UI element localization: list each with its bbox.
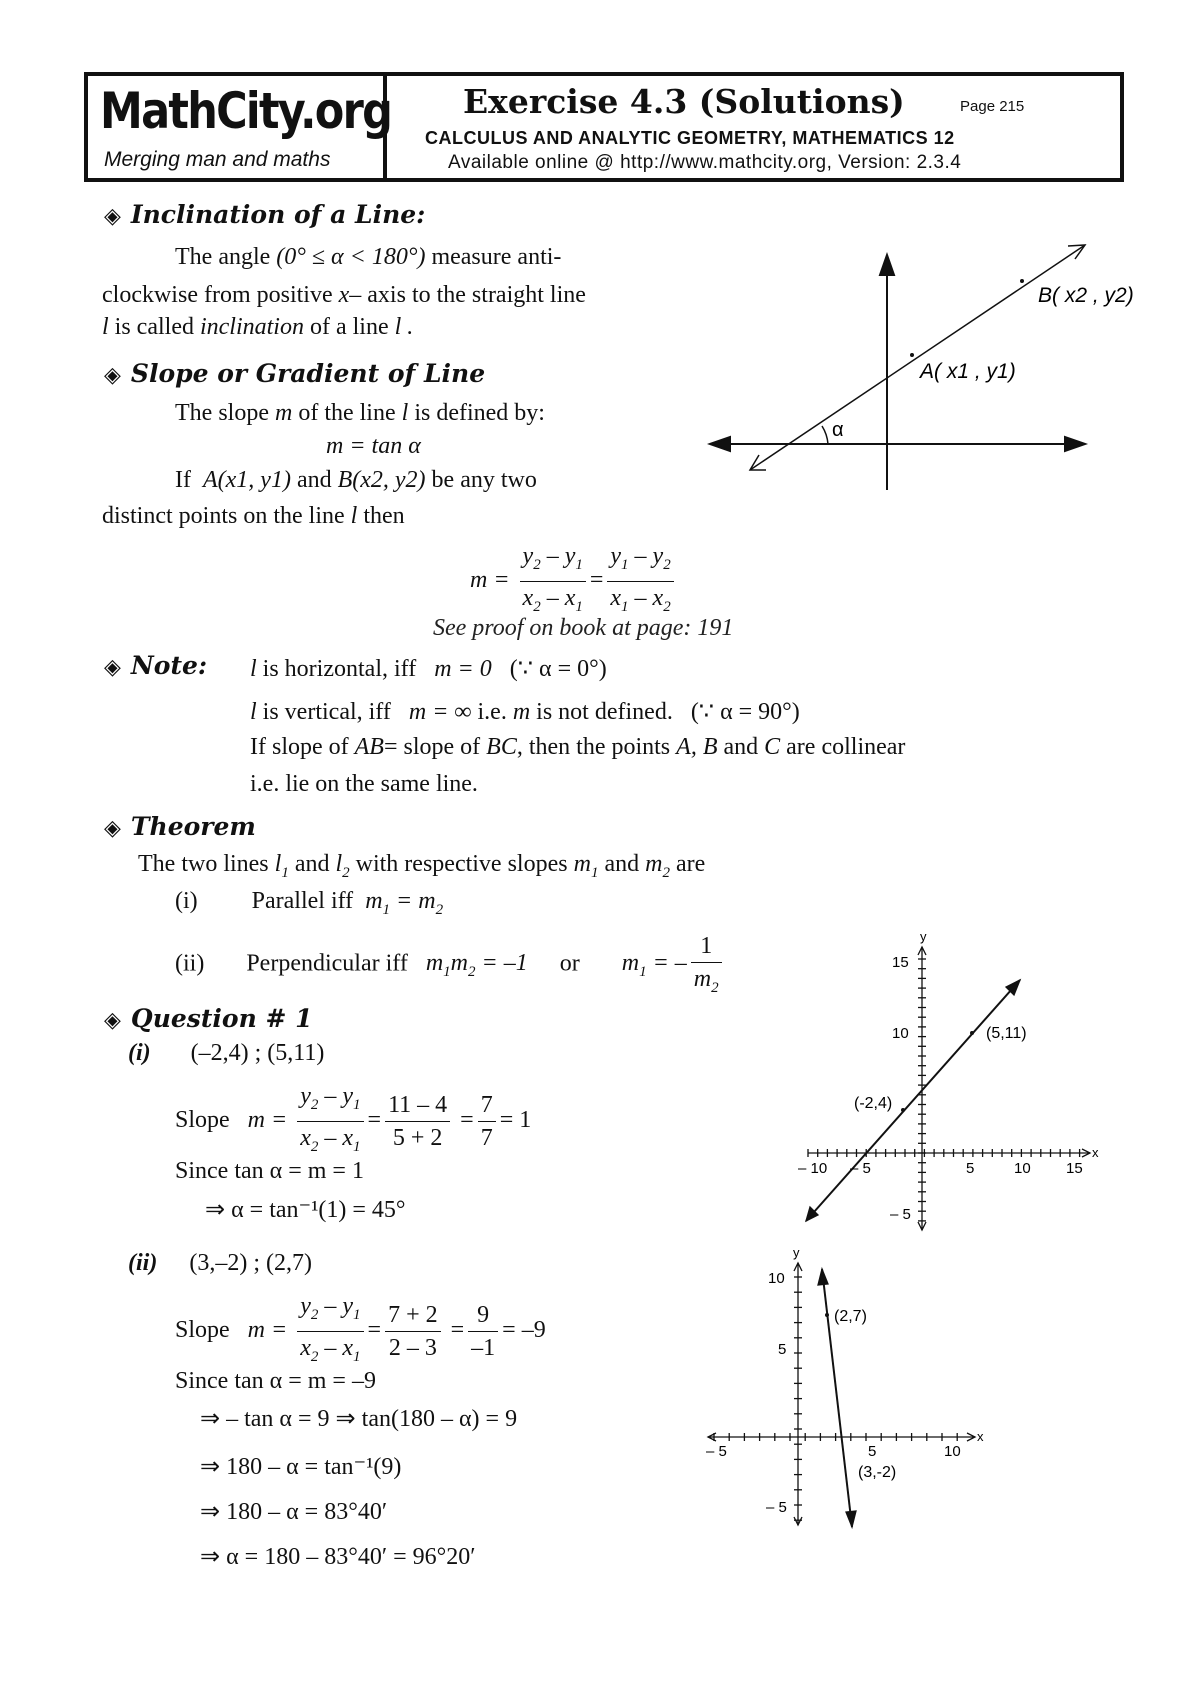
y-label: y [793, 1245, 800, 1260]
text: is called [114, 314, 194, 340]
math: m [512, 699, 531, 725]
math: l [250, 699, 257, 725]
section-inclination-heading [104, 200, 425, 229]
math: (∵ α = 90°) [690, 699, 800, 725]
tick-label: 10 [1014, 1160, 1031, 1177]
denominator: 5 + 2 [392, 1124, 443, 1151]
text: of the line [298, 400, 396, 426]
math: l [102, 314, 109, 340]
slope-line-1 [175, 400, 545, 427]
numerator: 7 [478, 1089, 496, 1122]
text: are [675, 851, 706, 877]
angle-arc [822, 426, 828, 444]
question-part-i-header [128, 1040, 324, 1067]
part-number: (i) [128, 1040, 151, 1066]
text: If [175, 467, 191, 493]
text: is vertical, iff [262, 699, 391, 725]
math: (0° ≤ α < 180°) [276, 244, 426, 270]
math: x [338, 282, 350, 308]
section-title: Note: [130, 651, 208, 680]
text: The slope [175, 400, 269, 426]
denominator: 2 – 3 [388, 1334, 437, 1361]
text: Slope [175, 1106, 230, 1133]
section-title: Inclination of a Line: [130, 200, 426, 229]
text: – axis to the straight line [349, 282, 586, 308]
page-title: Exercise 4.3 (Solutions) [463, 82, 905, 121]
question-part-ii-step-4: ⇒ α = 180 – 83°40′ = 96°20′ [200, 1544, 476, 1570]
question-part-ii-step-2: ⇒ 180 – α = tan⁻¹(9) [200, 1454, 402, 1480]
math: l [401, 400, 409, 426]
text: of a line [309, 314, 389, 340]
part-number: (ii) [128, 1250, 158, 1276]
result: = 1 [499, 1106, 532, 1133]
section-slope-heading [104, 359, 485, 388]
text: distinct points on the line [102, 503, 345, 529]
list-number: (i) [175, 888, 198, 914]
math: m = 0 [434, 656, 492, 682]
text: and [296, 467, 332, 493]
denominator: 7 [480, 1124, 493, 1151]
tick-label: 5 [778, 1341, 787, 1358]
section-note-heading [104, 651, 207, 680]
tick-label: 10 [892, 1025, 909, 1042]
tick-label: – 5 [766, 1499, 787, 1516]
note-line-3 [250, 734, 905, 761]
proof-reference: See proof on book at page: 191 [433, 615, 734, 641]
section-title: Slope or Gradient of Line [130, 359, 486, 388]
y-axis-arrow [880, 255, 894, 275]
math: (∵ α = 0°) [509, 656, 607, 682]
question-part-i-result: ⇒ α = tan⁻¹(1) = 45° [205, 1197, 406, 1223]
point-label: (2,7) [834, 1308, 867, 1325]
point-a-dot [910, 353, 914, 357]
diamond-icon: ◈ [104, 816, 121, 841]
graph-part-ii [690, 1245, 1010, 1535]
math: BC [486, 734, 517, 760]
result: = –9 [502, 1316, 546, 1343]
note-line-2 [250, 697, 800, 726]
math: B(x2, y2) [337, 467, 426, 493]
text: measure anti- [431, 244, 562, 270]
numerator: 9 [468, 1299, 498, 1332]
text: with respective slopes [355, 851, 568, 877]
denominator: –1 [471, 1334, 496, 1361]
math: l [250, 656, 257, 682]
text: is not defined. [536, 699, 673, 725]
text: The angle [175, 244, 271, 270]
x-axis-arrow-left [710, 437, 730, 451]
line-arrow-up [818, 1269, 828, 1285]
x-label: x [977, 1429, 984, 1444]
text: are collinear [786, 734, 906, 760]
math: A, B [676, 734, 718, 760]
section-theorem-heading [104, 812, 256, 841]
point-label: (5,11) [986, 1025, 1027, 1042]
brand-logo: MathCity.org [100, 82, 392, 140]
question-part-ii-slope: Slope m = $\frac{y_2 - y_1}{x_2 - x_1}$ = $\frac{7 + 2}{2 - 3}$ = $\frac{9}{-1}$ = –9 [175, 1290, 546, 1373]
text: clockwise from positive [102, 282, 333, 308]
text: The two lines [138, 851, 269, 877]
brand-box [88, 76, 392, 178]
math: AB [354, 734, 384, 760]
point-2-7 [825, 1313, 829, 1317]
tick-label: 5 [966, 1160, 975, 1177]
text: Slope [175, 1316, 230, 1343]
tick-label: – 5 [706, 1443, 727, 1460]
numerator: 11 – 4 [385, 1089, 450, 1122]
points: (–2,4) ; (5,11) [190, 1040, 325, 1066]
slope-two-point-formula: m = $\frac{y_2 - y_1}{x_2 - x_1}$ = $\frac{y_1 - y_2}{x_1 - x_2}$ [470, 540, 678, 623]
text: i.e. [477, 699, 507, 725]
alpha-label: α [832, 419, 844, 441]
book-subtitle: CALCULUS AND ANALYTIC GEOMETRY, MATHEMATICS 12 [425, 128, 955, 148]
x-label: x [1092, 1145, 1099, 1160]
math: l . [394, 314, 414, 340]
text: or [559, 950, 580, 977]
slope-line-2 [175, 467, 537, 494]
question-part-ii-step-3: ⇒ 180 – α = 83°40′ [200, 1499, 388, 1525]
math: A(x1, y1) [202, 467, 291, 493]
point-5-11 [970, 1031, 974, 1035]
text: and [294, 851, 330, 877]
brand-tagline: Merging man and maths [104, 148, 331, 171]
numerator: 7 + 2 [385, 1299, 441, 1332]
point-neg2-4 [901, 1108, 905, 1112]
line-arrow-down [846, 1511, 856, 1527]
diamond-icon: ◈ [104, 655, 121, 680]
theorem-item-ii: (ii) Perpendicular iff $m_1m_2 = -1$ or $m_1$ = – $\frac{1}{m_2}$ [175, 928, 726, 1002]
tick-label: – 5 [850, 1160, 871, 1177]
point-label: (-2,4) [854, 1095, 893, 1112]
inclination-line-1 [175, 244, 561, 271]
theorem-item-i: (i) Parallel iff $m_1 = m_2$ [175, 888, 444, 918]
tick-label: 15 [892, 954, 909, 971]
y-label: y [920, 929, 927, 944]
inclination-line-3 [102, 314, 413, 341]
plotted-line [806, 980, 1020, 1221]
inclination-line-2 [102, 282, 586, 309]
text: is defined by: [414, 400, 545, 426]
slope-line-3 [102, 503, 405, 530]
math: m = ∞ [408, 699, 472, 725]
tick-label: 10 [944, 1443, 961, 1460]
graph-part-i [790, 925, 1110, 1235]
note-line-1 [250, 654, 607, 683]
question-part-ii-step-1: ⇒ – tan α = 9 ⇒ tan(180 – α) = 9 [200, 1406, 518, 1432]
theorem-intro: The two lines $l_1$ and $l_2$ with respective slopes $m_1$ and $m_2$ are [138, 851, 706, 881]
text: , then the points [516, 734, 671, 760]
points: (3,–2) ; (2,7) [189, 1250, 312, 1276]
page-number: Page 215 [960, 98, 1025, 115]
point-label: (3,-2) [858, 1464, 897, 1481]
note-line-4: i.e. lie on the same line. [250, 771, 478, 797]
question-part-ii-since: Since tan α = m = –9 [175, 1368, 376, 1394]
question-part-i-since: Since tan α = m = 1 [175, 1158, 364, 1184]
question-part-i-slope: Slope m = $\frac{y_2 - y_1}{x_2 - x_1}$ = $\frac{11 - 4}{5 + 2}$ = $\frac{7}{7}$ = 1 [175, 1080, 531, 1163]
inclination-figure [700, 230, 1140, 500]
math: l [350, 503, 358, 529]
text: is horizontal, iff [262, 656, 417, 682]
math: C [764, 734, 781, 760]
section-question-heading [104, 1004, 313, 1033]
diamond-icon: ◈ [104, 204, 121, 229]
tick-label: 10 [768, 1270, 785, 1287]
text: and [604, 851, 640, 877]
text: and [723, 734, 759, 760]
text: = slope of [383, 734, 481, 760]
tick-label: – 10 [798, 1160, 828, 1177]
math: m [274, 400, 293, 426]
text: inclination [199, 314, 304, 340]
question-part-ii-header [128, 1250, 312, 1277]
tick-label: 15 [1066, 1160, 1083, 1177]
diamond-icon: ◈ [104, 363, 121, 388]
text: If slope of [250, 734, 349, 760]
text: Parallel iff [251, 888, 354, 914]
online-note: Available online @ http://www.mathcity.org, Version: 2.3.4 [448, 152, 962, 173]
inclined-line [750, 245, 1085, 470]
list-number: (ii) [175, 950, 205, 977]
section-title: Theorem [130, 812, 256, 841]
text: be any two [431, 467, 537, 493]
tick-label: 5 [868, 1443, 877, 1460]
slope-formula: m = tan α [326, 433, 421, 459]
tick-label: – 5 [890, 1206, 911, 1223]
section-title: Question # 1 [130, 1004, 313, 1033]
point-b-label: B( x2 , y2) [1038, 284, 1134, 307]
text: Perpendicular iff [246, 950, 408, 977]
point-b-dot [1020, 279, 1024, 283]
point-a-label: A( x1 , y1) [920, 360, 1016, 383]
page-header [84, 72, 1124, 182]
x-axis-arrow-right [1065, 437, 1085, 451]
text: then [363, 503, 405, 529]
diamond-icon: ◈ [104, 1008, 121, 1033]
